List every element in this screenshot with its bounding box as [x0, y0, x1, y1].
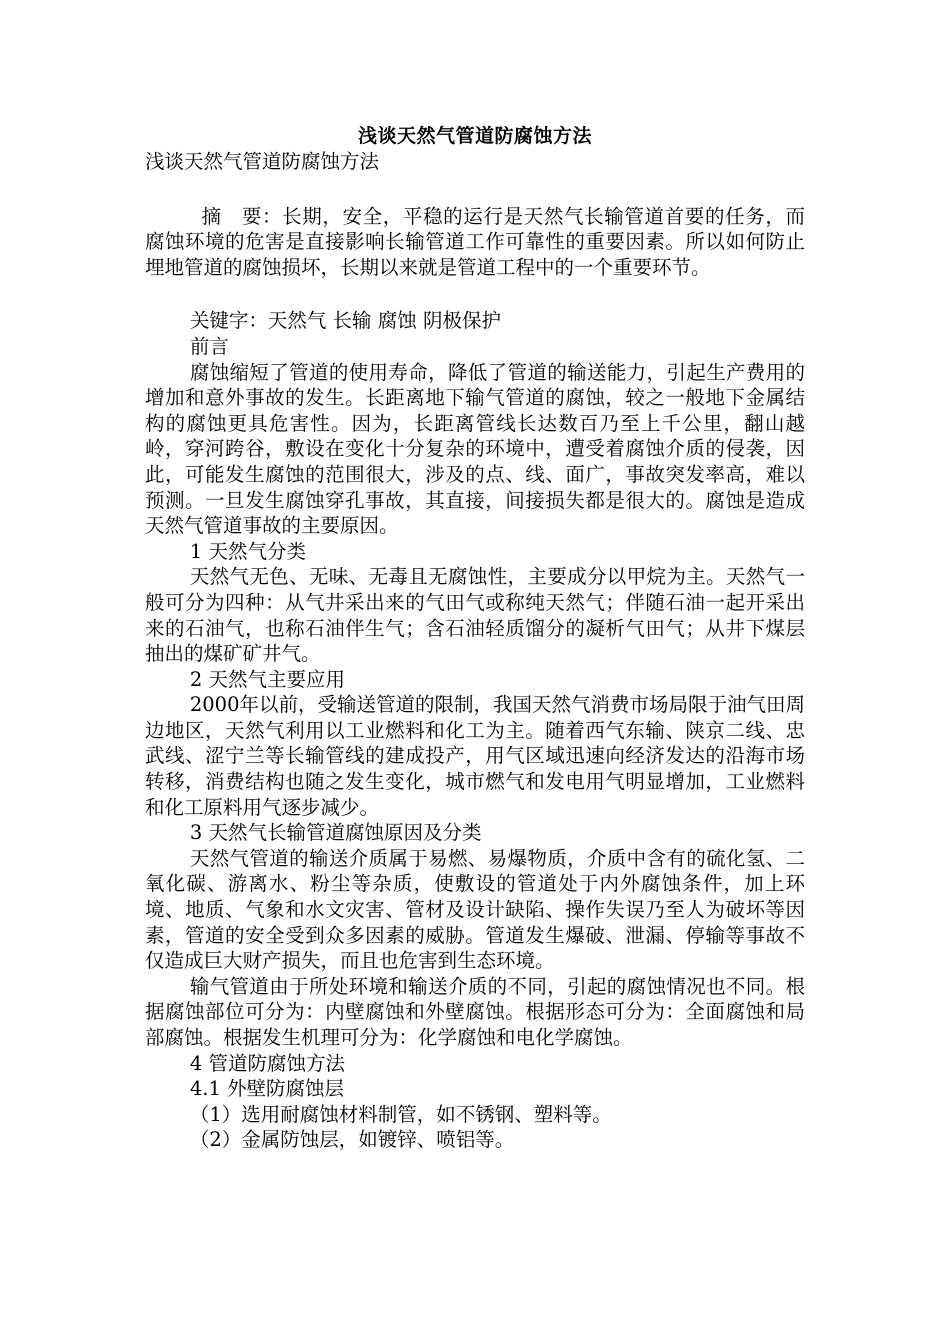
section-3-heading: 3 天然气长输管道腐蚀原因及分类 [189, 821, 482, 845]
preface-heading: 前言 [189, 334, 229, 358]
list-item: （1）选用耐腐蚀材料制管，如不锈钢、塑料等。 [189, 1102, 612, 1126]
list-item: （2）金属防蚀层，如镀锌、喷铝等。 [189, 1128, 515, 1152]
section-2-heading: 2 天然气主要应用 [189, 667, 345, 691]
spacer [145, 175, 805, 204]
section-2-paragraph: 2000年以前，受输送管道的限制，我国天然气消费市场局限于油气田周边地区，天然气利用以工业燃料和化工为主。随着西气东输、陕京二线、忠武线、涩宁兰等长输管线的建成投产，用气区域迅速向经济发达的沿海市场转移，消费结构也随之发生变化，城市燃气和发电用气明显增加，工业燃料和化工原料用气逐步减少。 [145, 693, 805, 819]
section-3-paragraph-1: 天然气管道的输送介质属于易燃、易爆物质，介质中含有的硫化氢、二氧化碳、游离水、粉尘等杂质，使敷设的管道处于内外腐蚀条件，加上环境、地质、气象和水文灾害、管材及设计缺陷、操作失误乃至人为破坏等因素，管道的安全受到众多因素的威胁。管道发生爆破、泄漏、停输等事故不仅造成巨大财产损失，而且也危害到生态环境。 [145, 846, 805, 973]
document-body [145, 149, 805, 1153]
spacer [145, 280, 805, 308]
section-4-heading: 4 管道防腐蚀方法 [189, 1051, 345, 1075]
abstract-paragraph: 摘 要：长期，安全，平稳的运行是天然气长输管道首要的任务，而腐蚀环境的危害是直接影响长输管道工作可靠性的重要因素。所以如何防止埋地管道的腐蚀损坏，长期以来就是管道工程中的一个重要环节。 [145, 204, 805, 279]
section-1-paragraph: 天然气无色、无味、无毒且无腐蚀性，主要成分以甲烷为主。天然气一般可分为四种：从气井采出来的气田气或称纯天然气；伴随石油一起开采出来的石油气，也称石油伴生气；含石油轻质馏分的凝析气田气；从井下煤层抽出的煤矿矿井气。 [145, 565, 805, 666]
keywords-line: 关键字：天然气 长输 腐蚀 阴极保护 [189, 309, 501, 333]
section-3-paragraph-2: 输气管道由于所处环境和输送介质的不同，引起的腐蚀情况也不同。根据腐蚀部位可分为：内壁腐蚀和外壁腐蚀。根据形态可分为：全面腐蚀和局部腐蚀。根据发生机理可分为：化学腐蚀和电化学腐蚀。 [145, 974, 805, 1049]
document-title: 浅谈天然气管道防腐蚀方法 [357, 125, 592, 147]
section-4-1-heading: 4.1 外壁防腐蚀层 [189, 1077, 345, 1101]
section-1-heading: 1 天然气分类 [189, 539, 306, 563]
preface-paragraph: 腐蚀缩短了管道的使用寿命，降低了管道的输送能力，引起生产费用的增加和意外事故的发生。长距离地下输气管道的腐蚀，较之一般地下金属结构的腐蚀更具危害性。因为，长距离管线长达数百乃至上千公里，翻山越岭，穿河跨谷，敷设在变化十分复杂的环境中，遭受着腐蚀介质的侵袭，因此，可能发生腐蚀的范围很大，涉及的点、线、面广，事故突发率高，难以预测。一旦发生腐蚀穿孔事故，其直接，间接损失都是很大的。腐蚀是造成天然气管道事故的主要原因。 [145, 360, 805, 538]
document-subtitle: 浅谈天然气管道防腐蚀方法 [145, 150, 380, 173]
